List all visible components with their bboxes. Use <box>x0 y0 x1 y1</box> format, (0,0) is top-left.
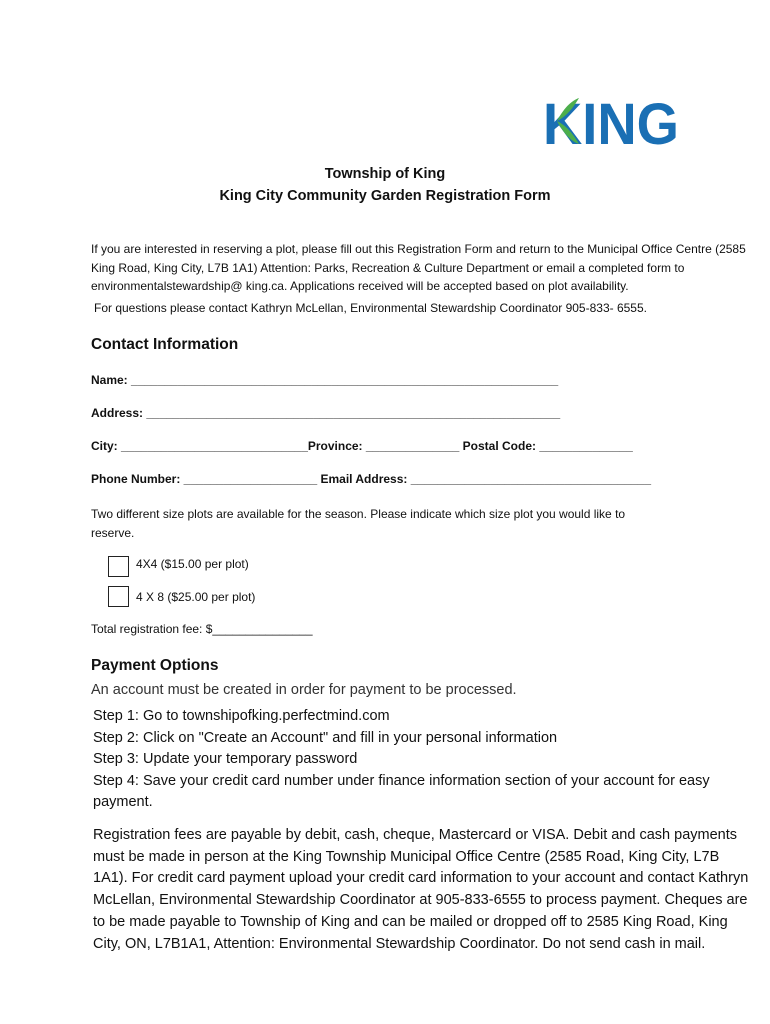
phone-email-field[interactable]: Phone Number: ____________________ Email Address: ____________________________________ <box>91 472 651 486</box>
document-title: Township of King <box>324 166 446 182</box>
king-logo <box>543 94 679 148</box>
plot-4x4-label: 4X4 ($15.00 per plot) <box>136 557 249 571</box>
plot-4x4-checkbox[interactable] <box>108 556 129 577</box>
address-field[interactable]: Address: ______________________________________________________________ <box>91 406 561 420</box>
logo-text: KING <box>543 94 679 148</box>
plot-4x8-label: 4 X 8 ($25.00 per plot) <box>136 590 256 604</box>
city-province-postal-field[interactable]: City: ____________________________Province: ______________ Postal Code: ______________ <box>91 439 633 453</box>
step-4: Step 4: Save your credit card number under finance information section of your account for easy payment. <box>93 772 710 810</box>
intro-paragraph: If you are interested in reserving a plot, please fill out this Registration Form and return to the Municipal Office Centre (2585 King Road, King City, L7B 1A1) Attention: Parks, Recreation & Culture Department or email a completed form to environmentalstewardship@ king.ca. Applications received will be accepted based on plot availability. <box>91 242 746 293</box>
contact-note: For questions please contact Kathryn McLellan, Environmental Stewardship Coordinator 905-833- 6555. <box>94 301 647 315</box>
account-note: An account must be created in order for payment to be processed. <box>91 682 517 698</box>
contact-heading: Contact Information <box>91 336 239 353</box>
total-fee-field[interactable]: Total registration fee: $_______________ <box>91 622 313 636</box>
name-field[interactable]: Name: ________________________________________________________________ <box>91 373 559 387</box>
plot-4x8-checkbox[interactable] <box>108 586 129 607</box>
step-3: Step 3: Update your temporary password <box>93 751 358 767</box>
fees-paragraph: Registration fees are payable by debit, cash, cheque, Mastercard or VISA. Debit and cash payments must be made in person at the King Township Municipal Office Centre (2585 Road, King City, L7B 1A1). For credit card payment upload your credit card information to your account and contact Kathryn McLellan, Environmental Stewardship Coordinator at 905-833-6555 to process payment. Cheques are to be made payable to Township of King and can be mailed or dropped off to 2585 King Road, King City, ON, L7B1A1, Attention: Environmental Stewardship Coordinator. Do not send cash in mail. <box>93 827 749 952</box>
step-2: Step 2: Click on "Create an Account" and fill in your personal information <box>93 729 558 746</box>
plots-description: Two different size plots are available for the season. Please indicate which size plot you would like to reserve. <box>91 507 626 540</box>
payment-heading: Payment Options <box>91 657 219 674</box>
payment-steps <box>93 706 753 814</box>
step-1: Step 1: Go to townshipofking.perfectmind.com <box>93 708 390 724</box>
form-title: King City Community Garden Registration Form <box>219 188 551 204</box>
